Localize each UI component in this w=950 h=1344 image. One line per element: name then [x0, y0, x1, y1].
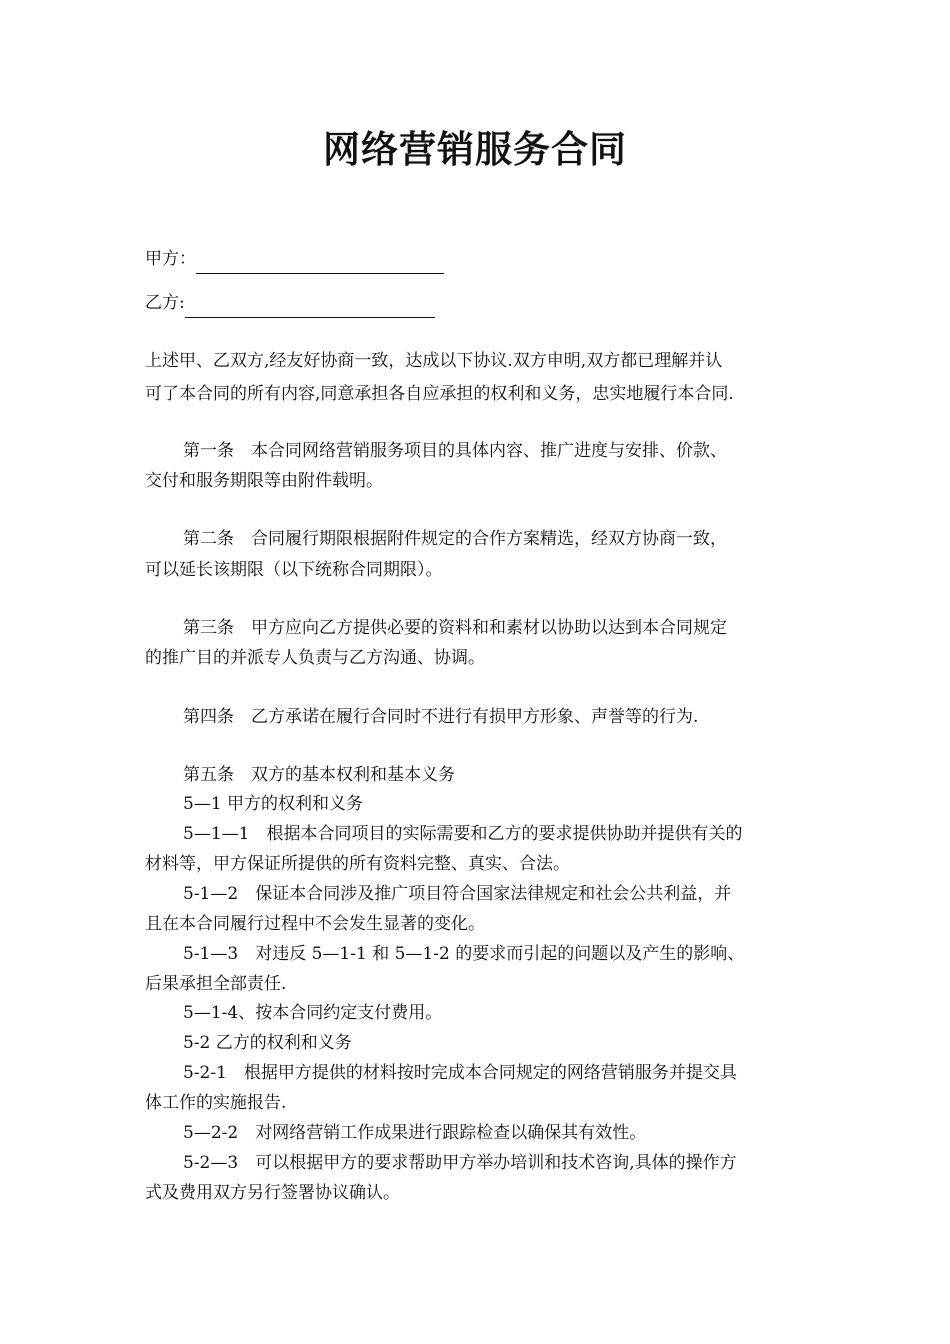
clause-5-2-1-line-2: 体工作的实施报告. [145, 1093, 287, 1113]
clause-5-1-3-line-2: 后果承担全部责任. [145, 974, 287, 994]
party-b-blank [185, 297, 435, 318]
party-b-line [145, 288, 435, 318]
party-b-label: 乙方: [145, 293, 185, 313]
document-title: 网络营销服务合同 [323, 128, 627, 171]
clause-5-2-3-line-1: 5-2—3 可以根据甲方的要求帮助甲方举办培训和技术咨询,具体的操作方 [183, 1153, 737, 1173]
article-1-line-2: 交付和服务期限等由附件载明。 [145, 471, 383, 491]
clause-5-1-1-line-2: 材料等，甲方保证所提供的所有资料完整、真实、合法。 [145, 854, 570, 874]
party-a-blank [196, 253, 444, 274]
article-1-line-1: 第一条 本合同网络营销服务项目的具体内容、推广进度与安排、价款、 [183, 441, 727, 461]
article-4-line-1: 第四条 乙方承诺在履行合同时不进行有损甲方形象、声誉等的行为. [183, 707, 699, 727]
clause-5-2-3-line-2: 式及费用双方另行签署协议确认。 [145, 1183, 400, 1203]
clause-5-2-2: 5—2-2 对网络营销工作成果进行跟踪检查以确保其有效性。 [183, 1123, 647, 1143]
article-5-heading: 第五条 双方的基本权利和基本义务 [183, 765, 455, 785]
party-a-label: 甲方： [145, 249, 196, 269]
clause-5-1-2-line-1: 5-1—2 保证本合同涉及推广项目符合国家法律规定和社会公共利益，并 [183, 884, 732, 904]
clause-5-1-1-line-1: 5—1—1 根据本合同项目的实际需要和乙方的要求提供协助并提供有关的 [183, 824, 743, 844]
article-2-line-2: 可以延长该期限（以下统称合同期限）。 [145, 560, 443, 580]
clause-5-1-4: 5—1-4、按本合同约定支付费用。 [183, 1003, 443, 1023]
article-3-line-2: 的推广目的并派专人负责与乙方沟通、协调。 [145, 648, 485, 668]
preamble-line-2: 可了本合同的所有内容,同意承担各自应承担的权利和义务，忠实地履行本合同. [145, 384, 734, 404]
clause-5-2-1-line-1: 5-2-1 根据甲方提供的材料按时完成本合同规定的网络营销服务并提交具 [183, 1063, 737, 1083]
clause-5-1-2-line-2: 且在本合同履行过程中不会发生显著的变化。 [145, 914, 485, 934]
article-3-line-1: 第三条 甲方应向乙方提供必要的资料和和素材以协助以达到本合同规定 [183, 618, 727, 638]
party-a-line [145, 244, 444, 274]
article-2-line-1: 第二条 合同履行期限根据附件规定的合作方案精选，经双方协商一致， [183, 529, 727, 549]
preamble-line-1: 上述甲、乙双方,经友好协商一致，达成以下协议.双方申明,双方都已理解并认 [145, 351, 723, 371]
section-5-1-heading: 5—1 甲方的权利和义务 [183, 794, 364, 814]
clause-5-1-3-line-1: 5-1—3 对违反 5—1-1 和 5—1-2 的要求而引起的问题以及产生的影响、 [183, 944, 745, 964]
section-5-2-heading: 5-2 乙方的权利和义务 [183, 1033, 352, 1053]
